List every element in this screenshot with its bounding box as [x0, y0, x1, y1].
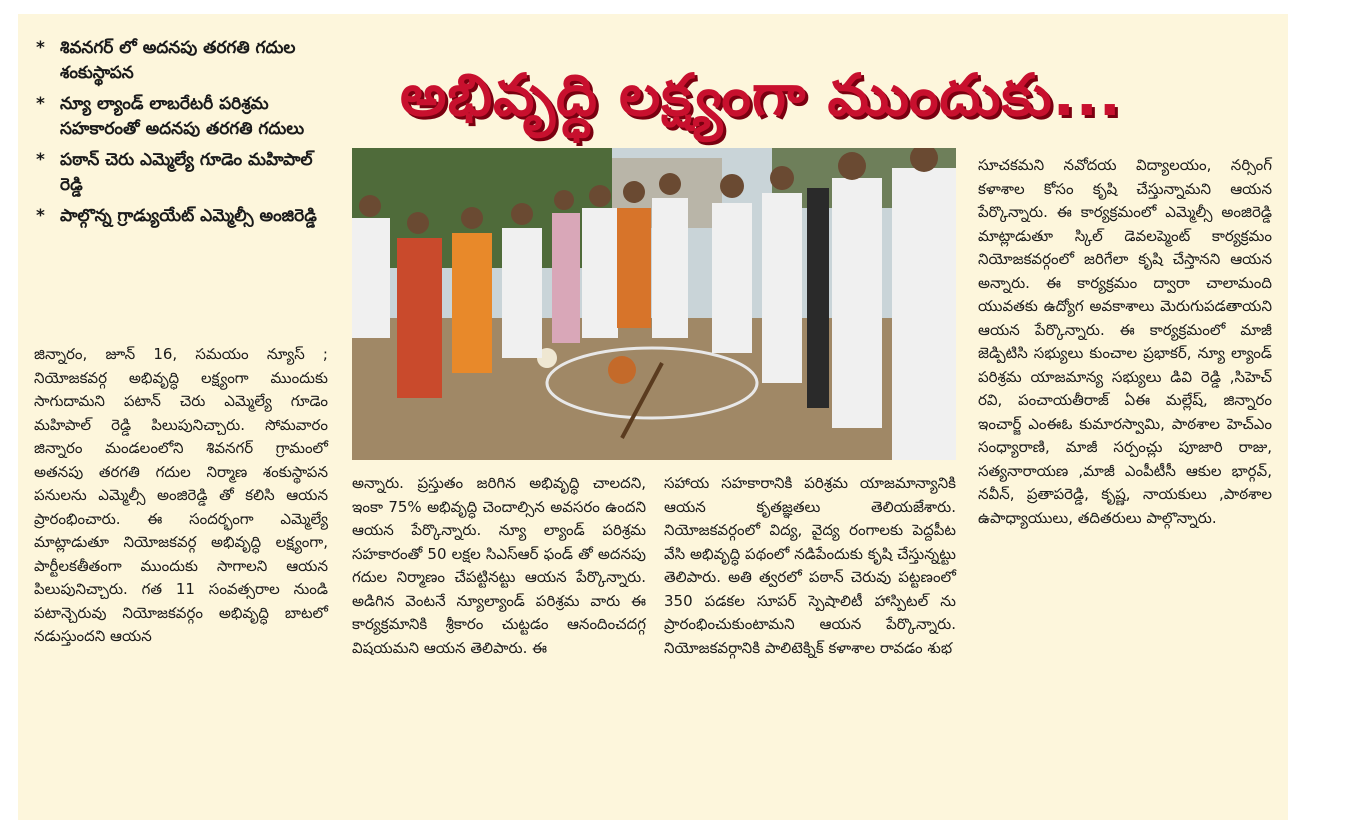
bullet-item: * పాల్గొన్న గ్రాడ్యుయేట్ ఎమ్మెల్సీ అంజిరెడ్డి: [36, 204, 336, 229]
article-column-4: సూచకమని నవోదయ విద్యాలయం, నర్సింగ్ కళాశాల కోసం కృషి చేస్తున్నామని ఆయన పేర్కొన్నారు. ఈ కార్యక్రమంలో ఎమ్మెల్సీ అంజిరెడ్డి మాట్లాడుతూ స్కిల్ డెవలప్మెంట్ కార్యక్రమం నియోజకవర్గంలో జరిగేలా కృషి చేస్తానని ఆయన అన్నారు. ఈ కార్యక్రమం ద్వారా చాలామంది యువతకు ఉద్యోగ అవకాశాలు మెరుగుపడతాయని ఆయన పేర్కొన్నారు. ఈ కార్యక్రమంలో మాజీ జెడ్పిటిసి సభ్యులు కుంచాల ప్రభాకర్, న్యూ ల్యాండ్ పరిశ్రమ యాజమాన్య సభ్యులు డివి రెడ్డి ,సిహెచ్ రవి, పంచాయతీరాజ్ ఏఈ మల్లేష్, జిన్నారం ఇంచార్జ్ ఎంఈఓ కుమారస్వామి, పాఠశాల హెచ్ఎం సంధ్యారాణి, మాజీ సర్పంచ్లు పూజారి రాజు, సత్యనారాయణ ,మాజీ ఎంపీటీసీ ఆకుల భార్గవ్, నవీన్, ప్రతాపరెడ్డి, కృష్ణ, నాయకులు ,పాఠశాల ఉపాధ్యాయులు, తదితరులు పాల్గొన్నారు.: [978, 156, 1272, 527]
asterisk-icon: *: [36, 38, 45, 58]
headline: అభివృద్ధి లక్ష్యంగా ముందుకు...: [400, 61, 1122, 129]
highlight-bullets: [36, 36, 336, 235]
asterisk-icon: *: [36, 206, 45, 226]
asterisk-icon: *: [36, 94, 45, 114]
bullet-item: * న్యూ ల్యాండ్ లాబరేటరీ పరిశ్రమ సహకారంతో అదనపు తరగతి గదులు: [36, 94, 305, 139]
article-column-1: జిన్నారం, జూన్ 16, సమయం న్యూస్ ; నియోజకవర్గ అభివృద్ధి లక్ష్యంగా ముందుకు సాగుదామని పటాన్ చెరు ఎమ్మెల్యే గూడెం మహిపాల్ రెడ్డి పిలుపునిచ్చారు. సోమవారం జిన్నారం మండలంలోని శివనగర్ గ్రామంలో అతనపు తరగతి గదుల నిర్మాణ శంకుస్థాపన పనులను ఎమ్మెల్సీ అంజిరెడ్డి తో కలిసి ఆయన ప్రారంభించారు. ఈ సందర్భంగా ఎమ్మెల్యే మాట్లాడుతూ నియోజకవర్గ అభివృద్ధి లక్ష్యంగా, పార్టీలకతీతంగా ముందుకు సాగాలని ఆయన పిలుపునిచ్చారు. గత 11 సంవత్సరాల నుండి పటాన్చెరువు నియోజకవర్గం అభివృద్ధి బాటలో నడుస్తుందని ఆయన: [34, 345, 328, 645]
news-photo: [352, 148, 956, 460]
bullet-item: * పఠాన్ చెరు ఎమ్మెల్యే గూడెం మహిపాల్ రెడ్డి: [36, 150, 313, 195]
group-photo-icon: [352, 148, 956, 460]
article-column-2: అన్నారు. ప్రస్తుతం జరిగిన అభివృద్ధి చాలదని, ఇంకా 75% అభివృద్ధి చెందాల్సిన అవసరం ఉందని ఆయన పేర్కొన్నారు. న్యూ ల్యాండ్ పరిశ్రమ సహకారంతో 50 లక్షల సిఎస్ఆర్ ఫండ్ తో అదనపు గదుల నిర్మాణం చేపట్టినట్టు ఆయన పేర్కొన్నారు. అడిగిన వెంటనే న్యూల్యాండ్ పరిశ్రమ వారు ఈ కార్యక్రమానికి శ్రీకారం చుట్టడం ఆనందించదగ్గ విషయమని ఆయన తెలిపారు. ఈ: [352, 474, 646, 657]
bullet-item: * శివనగర్ లో అదనపు తరగతి గదుల శంకుస్థాపన: [36, 38, 296, 83]
article-column-3: సహాయ సహకారానికి పరిశ్రమ యాజమాన్యానికి ఆయన కృతజ్ఞతలు తెలియజేశారు. నియోజకవర్గంలో విద్య, వైద్య రంగాలకు పెద్దపీట వేసి అభివృద్ధి పథంలో నడిపేందుకు కృషి చేస్తున్నట్టు తెలిపారు. అతి త్వరలో పఠాన్ చెరువు పట్టణంలో 350 పడకల సూపర్ స్పెషాలిటీ హాస్పిటల్ ను ప్రారంభించుకుంటామని ఆయన పేర్కొన్నారు. నియోజకవర్గానికి పాలిటెక్నిక్ కళాశాల రావడం శుభ: [664, 474, 956, 657]
asterisk-icon: *: [36, 150, 45, 170]
